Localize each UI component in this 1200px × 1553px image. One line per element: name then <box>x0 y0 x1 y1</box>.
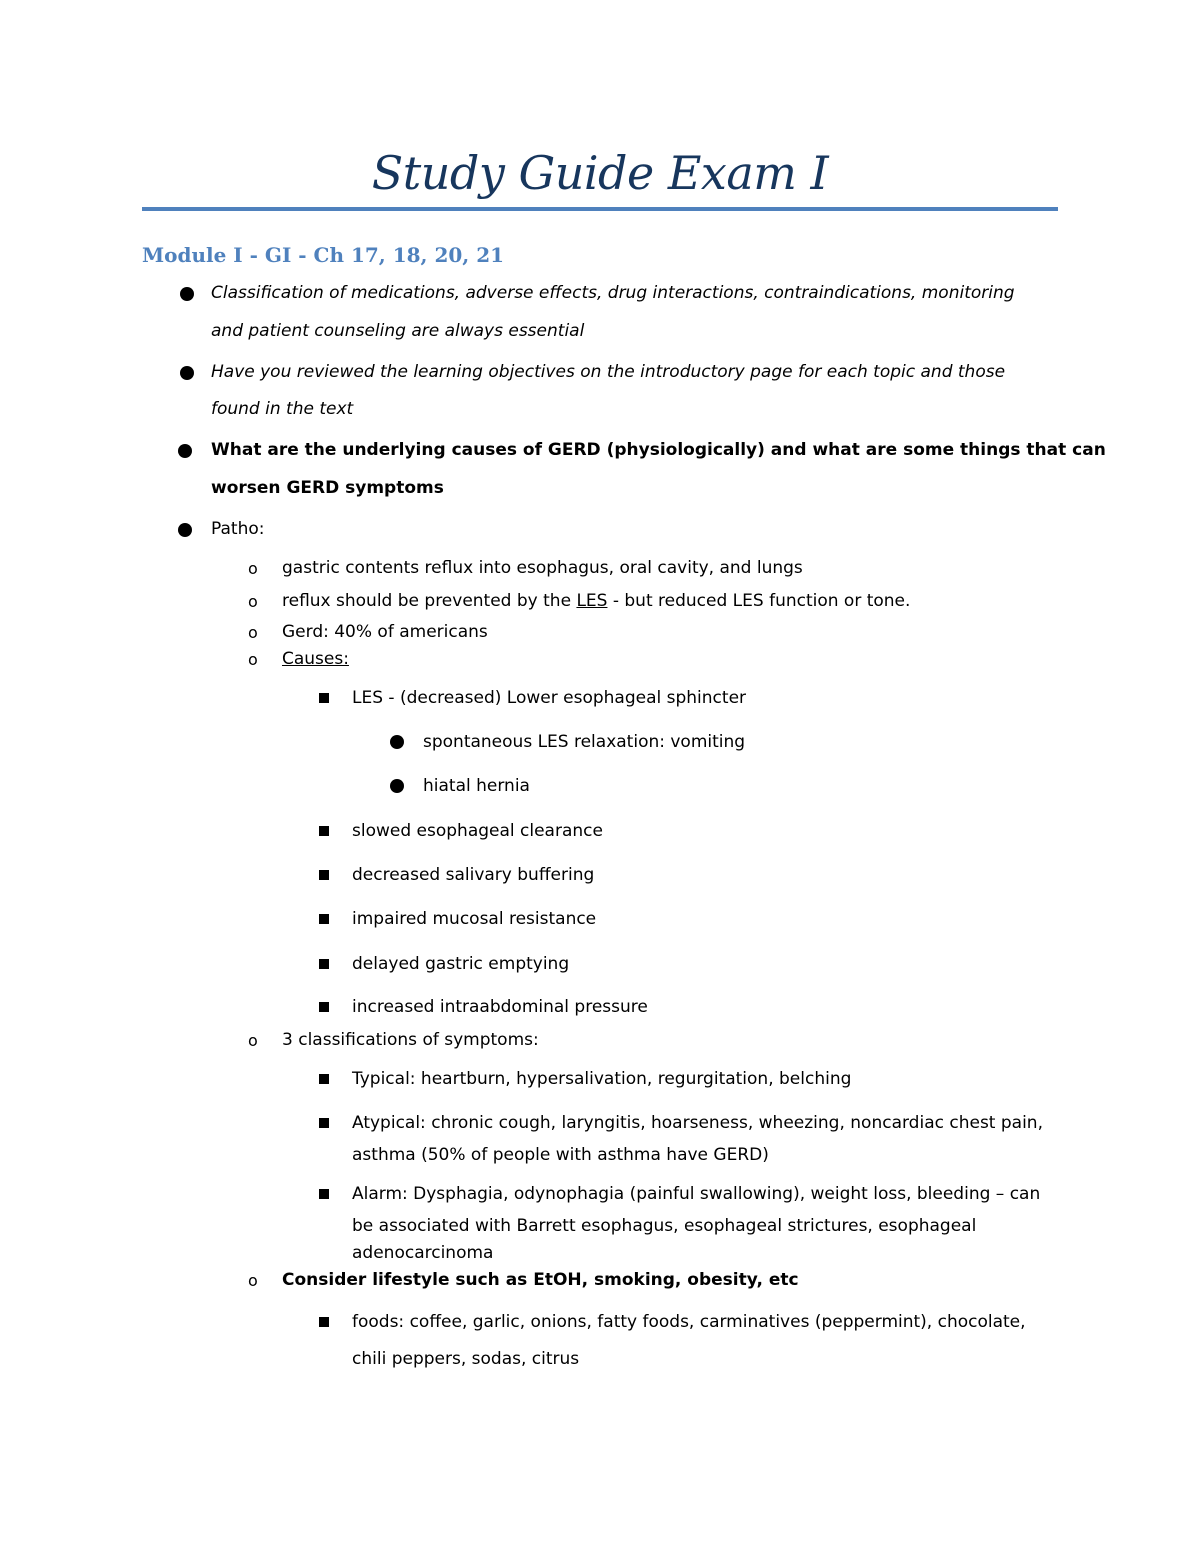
list-item-continuation: adenocarcinoma <box>352 1243 494 1263</box>
bullet-icon <box>390 735 404 749</box>
list-item: 3 classifications of symptoms: <box>282 1030 539 1050</box>
list-item: reflux should be prevented by the LES - but reduced LES function or tone. <box>282 591 911 611</box>
square-bullet-icon <box>319 914 329 924</box>
bullet-icon <box>178 444 192 458</box>
list-item: spontaneous LES relaxation: vomiting <box>423 732 746 752</box>
list-item: LES - (decreased) Lower esophageal sphincter <box>352 688 747 708</box>
list-item: Patho: <box>211 519 265 539</box>
list-item-continuation: asthma (50% of people with asthma have GERD) <box>352 1145 769 1165</box>
list-item: Have you reviewed the learning objectives on the introductory page for each topic and those <box>211 362 1006 382</box>
bullet-icon <box>180 366 194 380</box>
square-bullet-icon <box>319 1317 329 1327</box>
list-item: increased intraabdominal pressure <box>352 997 648 1017</box>
page-title: Study Guide Exam I <box>371 146 829 200</box>
title-underline-rule <box>142 207 1058 211</box>
square-bullet-icon <box>319 1189 329 1199</box>
list-item: Alarm: Dysphagia, odynophagia (painful swallowing), weight loss, bleeding – can <box>352 1184 1041 1204</box>
circle-bullet-icon: o <box>248 623 258 642</box>
les-underlined: LES <box>576 591 608 611</box>
circle-bullet-icon: o <box>248 592 258 611</box>
list-item: decreased salivary buffering <box>352 865 595 885</box>
circle-bullet-icon: o <box>248 1271 258 1290</box>
bullet-icon <box>390 779 404 793</box>
list-item-continuation: worsen GERD symptoms <box>211 478 444 498</box>
square-bullet-icon <box>319 870 329 880</box>
square-bullet-icon <box>319 959 329 969</box>
list-item-causes: Causes: <box>282 649 349 669</box>
square-bullet-icon <box>319 693 329 703</box>
square-bullet-icon <box>319 1002 329 1012</box>
list-item: Classification of medications, adverse effects, drug interactions, contraindications, monitoring <box>211 283 1015 303</box>
list-item: impaired mucosal resistance <box>352 909 597 929</box>
bullet-icon <box>178 523 192 537</box>
list-item: delayed gastric emptying <box>352 954 570 974</box>
square-bullet-icon <box>319 1118 329 1128</box>
circle-bullet-icon: o <box>248 1031 258 1050</box>
list-item: foods: coffee, garlic, onions, fatty foods, carminatives (peppermint), chocolate, <box>352 1312 1026 1332</box>
list-item-continuation: and patient counseling are always essential <box>211 321 585 341</box>
list-item-continuation: be associated with Barrett esophagus, esophageal strictures, esophageal <box>352 1216 977 1236</box>
list-item: slowed esophageal clearance <box>352 821 603 841</box>
square-bullet-icon <box>319 826 329 836</box>
list-item: Typical: heartburn, hypersalivation, regurgitation, belching <box>352 1069 852 1089</box>
list-item: Consider lifestyle such as EtOH, smoking, obesity, etc <box>282 1270 799 1290</box>
circle-bullet-icon: o <box>248 559 258 578</box>
module-heading: Module I - GI - Ch 17, 18, 20, 21 <box>142 243 505 267</box>
square-bullet-icon <box>319 1074 329 1084</box>
list-item-continuation: found in the text <box>211 399 354 419</box>
list-item: Gerd: 40% of americans <box>282 622 488 642</box>
list-item: Atypical: chronic cough, laryngitis, hoarseness, wheezing, noncardiac chest pain, <box>352 1113 1043 1133</box>
list-item-continuation: chili peppers, sodas, citrus <box>352 1349 580 1369</box>
bullet-icon <box>180 287 194 301</box>
list-item: gastric contents reflux into esophagus, oral cavity, and lungs <box>282 558 803 578</box>
circle-bullet-icon: o <box>248 650 258 669</box>
list-item: What are the underlying causes of GERD (physiologically) and what are some things that can <box>211 440 1106 460</box>
list-item: hiatal hernia <box>423 776 530 796</box>
